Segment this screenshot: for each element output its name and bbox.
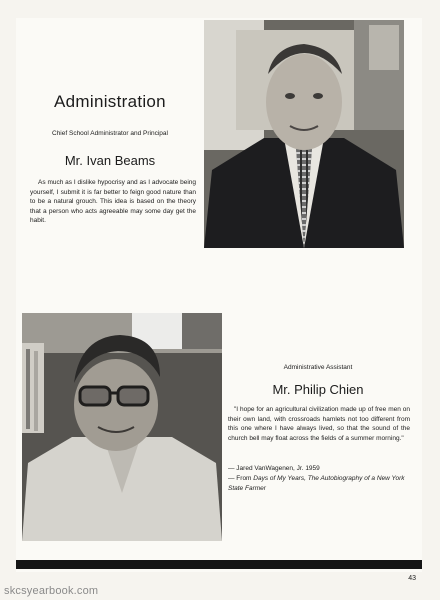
quote-attribution-source bbox=[228, 474, 410, 493]
attribution-book-title: Days of My Years, The Autobiography of a New York State Farmer bbox=[228, 475, 405, 492]
assistant-photo bbox=[22, 313, 222, 541]
section-title: Administration bbox=[54, 92, 166, 111]
assistant-name: Mr. Philip Chien bbox=[272, 382, 364, 397]
assistant-role: Administrative Assistant bbox=[283, 364, 353, 371]
attribution-prefix: — From bbox=[228, 475, 254, 482]
principal-photo bbox=[204, 20, 404, 248]
principal-statement: As much as I dislike hypocrisy and as I advocate being yourself, I submit it is far better to feign good nature than to be a natural grouch. This idea is based on the theory that a person who acts agreeable may some day get the habit. bbox=[30, 179, 196, 224]
principal-role: Chief School Administrator and Principal bbox=[52, 130, 168, 137]
assistant-quote: "I hope for an agricultural civilization made up of free men on their own land, with crossroads hamlets not too different from this one where I have always lived, so that the sound of the church bell may float across the fields of a summer morning." bbox=[228, 406, 410, 442]
page-number: 43 bbox=[408, 575, 416, 582]
footer-rule bbox=[16, 560, 422, 569]
site-watermark: skcsyearbook.com bbox=[4, 585, 99, 597]
principal-name: Mr. Ivan Beams bbox=[64, 153, 156, 168]
quote-attribution-author: — Jared VanWagenen, Jr. 1959 bbox=[228, 465, 320, 472]
